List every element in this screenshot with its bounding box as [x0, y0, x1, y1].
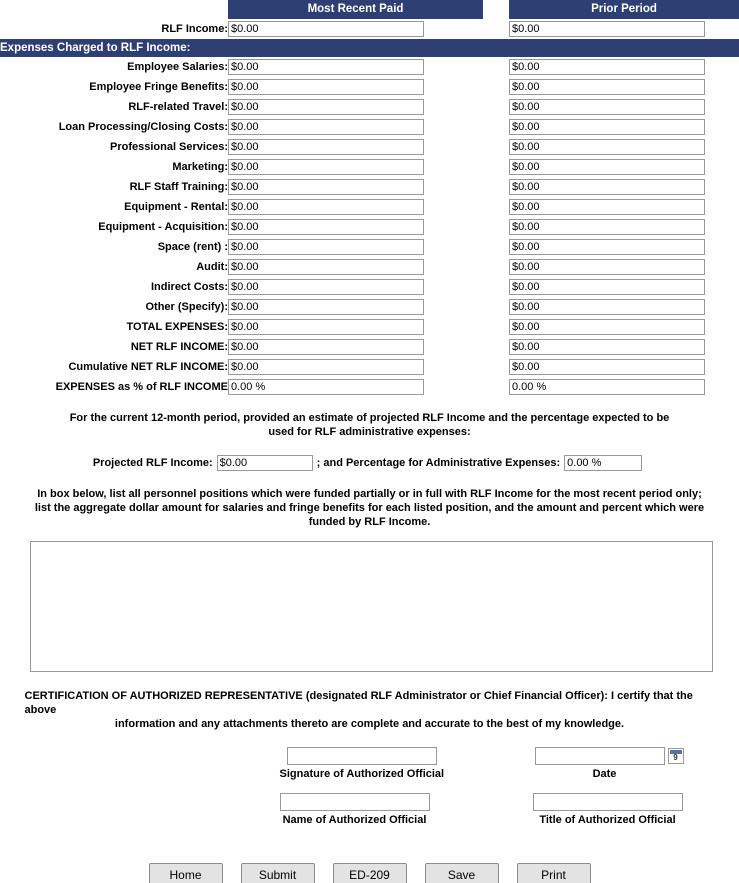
table-row	[0, 177, 739, 197]
input-rlf-income-most-recent[interactable]	[228, 21, 424, 37]
row-cell-a	[228, 77, 483, 97]
home-button[interactable]: Home	[149, 863, 223, 883]
table-row	[0, 57, 739, 77]
row-label: Equipment - Acquisition:	[98, 221, 228, 233]
row-gap	[483, 217, 509, 237]
submit-button[interactable]: Submit	[241, 863, 315, 883]
row-label: RLF-related Travel:	[128, 101, 228, 113]
title-field-block	[533, 793, 683, 827]
row-cell-b	[509, 177, 739, 197]
input-expense-a[interactable]	[228, 59, 424, 75]
caption-date: Date	[592, 768, 617, 780]
row-cell-b	[509, 317, 739, 337]
table-row	[0, 337, 739, 357]
input-expense-b[interactable]	[509, 119, 705, 135]
caption-signature: Signature of Authorized Official	[279, 768, 445, 780]
save-button[interactable]: Save	[425, 863, 499, 883]
row-cell-a	[228, 117, 483, 137]
input-expense-b[interactable]	[509, 219, 705, 235]
table-row	[0, 157, 739, 177]
input-expense-b[interactable]	[509, 199, 705, 215]
input-title-authorized-official[interactable]	[533, 793, 683, 811]
row-cell-b	[509, 377, 739, 397]
row-cell-b	[509, 277, 739, 297]
row-label: Employee Salaries:	[127, 61, 228, 73]
row-cell-b	[509, 257, 739, 277]
table-row	[0, 117, 739, 137]
input-expense-a[interactable]	[228, 179, 424, 195]
table-row	[0, 97, 739, 117]
row-cell-b	[509, 97, 739, 117]
input-projected-rlf-income[interactable]	[217, 455, 313, 471]
row-cell-b	[509, 357, 739, 377]
row-label: Indirect Costs:	[150, 281, 228, 293]
input-expense-a[interactable]	[228, 219, 424, 235]
label-projected-rlf-income: Projected RLF Income:	[92, 457, 213, 469]
row-label: Professional Services:	[109, 141, 228, 153]
cell-gap	[483, 19, 509, 39]
row-rlf-income	[0, 19, 739, 39]
row-cell-a	[228, 157, 483, 177]
row-gap	[483, 377, 509, 397]
column-header-prior-period: Prior Period	[509, 0, 739, 19]
input-rlf-income-prior[interactable]	[509, 21, 705, 37]
row-label: Space (rent) :	[157, 241, 228, 253]
input-expense-b[interactable]	[509, 79, 705, 95]
input-date[interactable]	[535, 747, 665, 765]
table-row	[0, 297, 739, 317]
input-expense-a[interactable]	[228, 239, 424, 255]
row-cell-a	[228, 217, 483, 237]
row-gap	[483, 317, 509, 337]
input-total-expenses-a[interactable]	[228, 319, 424, 335]
row-label: Audit:	[196, 261, 228, 273]
row-cell-a	[228, 57, 483, 77]
row-cell-a	[228, 237, 483, 257]
row-cell-b	[509, 137, 739, 157]
certification-line-2: information and any attachments thereto are complete and accurate to the best of my knowledge.	[114, 718, 625, 730]
table-row	[0, 277, 739, 297]
input-signature-authorized-official[interactable]	[287, 747, 437, 765]
row-section-bar	[0, 39, 739, 57]
row-label: Cumulative NET RLF INCOME:	[68, 361, 228, 373]
input-net-rlf-income-a[interactable]	[228, 339, 424, 355]
row-cell-b	[509, 337, 739, 357]
signature-field-block	[280, 747, 445, 781]
row-gap	[483, 97, 509, 117]
row-cell-a	[228, 197, 483, 217]
row-label: NET RLF INCOME:	[130, 341, 228, 353]
input-expense-b[interactable]	[509, 59, 705, 75]
column-header-row	[0, 0, 739, 19]
input-cumulative-net-b[interactable]	[509, 359, 705, 375]
table-row	[0, 377, 739, 397]
table-row	[0, 317, 739, 337]
row-cell-a	[228, 97, 483, 117]
name-field-block	[280, 793, 430, 827]
input-expense-a[interactable]	[228, 99, 424, 115]
input-expenses-pct-b[interactable]	[509, 379, 705, 395]
row-gap	[483, 77, 509, 97]
table-row	[0, 197, 739, 217]
date-input-with-picker	[535, 750, 684, 762]
row-cell-b	[509, 57, 739, 77]
label-admin-expense-percentage: ; and Percentage for Administrative Expenses:	[316, 457, 561, 469]
signature-area	[25, 741, 715, 853]
input-name-authorized-official[interactable]	[280, 793, 430, 811]
personnel-box-wrap	[0, 529, 739, 675]
input-expense-a[interactable]	[228, 159, 424, 175]
header-spacer	[0, 0, 228, 19]
row-cell-a	[228, 297, 483, 317]
input-expense-b[interactable]	[509, 179, 705, 195]
input-expense-a[interactable]	[228, 299, 424, 315]
table-row	[0, 217, 739, 237]
row-gap	[483, 57, 509, 77]
row-gap	[483, 137, 509, 157]
print-button[interactable]: Print	[517, 863, 591, 883]
row-gap	[483, 277, 509, 297]
input-expense-b[interactable]	[509, 299, 705, 315]
row-cell-a	[228, 317, 483, 337]
row-cell-b	[509, 117, 739, 137]
input-expense-a[interactable]	[228, 79, 424, 95]
input-expense-b[interactable]	[509, 159, 705, 175]
row-cell-b	[509, 157, 739, 177]
input-expense-b[interactable]	[509, 259, 705, 275]
row-gap	[483, 297, 509, 317]
row-label: RLF Staff Training:	[129, 181, 228, 193]
calendar-icon[interactable]	[668, 748, 684, 764]
row-label: Employee Fringe Benefits:	[89, 81, 228, 93]
ed209-button[interactable]: ED-209	[333, 863, 407, 883]
row-cell-a	[228, 357, 483, 377]
row-gap	[483, 337, 509, 357]
row-cell-a	[228, 277, 483, 297]
input-admin-expense-percentage[interactable]	[564, 455, 642, 471]
certification-line-1: CERTIFICATION OF AUTHORIZED REPRESENTATIVE (designated RLF Administrator or Chief Financial Officer): I certify that the above	[24, 690, 693, 716]
cell-rlf-income-a	[228, 19, 483, 39]
section-bar-expenses: Expenses Charged to RLF Income:	[0, 39, 739, 57]
row-label: EXPENSES as % of RLF INCOME	[55, 381, 228, 393]
projected-income-row	[0, 439, 739, 471]
row-cell-a	[228, 337, 483, 357]
row-cell-b	[509, 197, 739, 217]
financial-grid	[0, 0, 739, 397]
label-rlf-income: RLF Income:	[161, 23, 228, 35]
row-gap	[483, 117, 509, 137]
row-gap	[483, 157, 509, 177]
table-row	[0, 77, 739, 97]
caption-title: Title of Authorized Official	[539, 814, 676, 826]
personnel-positions-textarea[interactable]	[30, 541, 713, 672]
row-cell-b	[509, 237, 739, 257]
instructions-projected: For the current 12-month period, provided an estimate of projected RLF Income and the percentage expected to be used for RLF administrative expenses:	[69, 412, 670, 438]
table-row	[0, 257, 739, 277]
input-expense-a[interactable]	[228, 119, 424, 135]
input-expense-b[interactable]	[509, 99, 705, 115]
input-expense-b[interactable]	[509, 139, 705, 155]
row-gap	[483, 257, 509, 277]
row-label: Other (Specify):	[145, 301, 228, 313]
row-cell-a	[228, 137, 483, 157]
row-cell-a	[228, 257, 483, 277]
row-cell-b	[509, 297, 739, 317]
row-cell-a	[228, 177, 483, 197]
input-expense-a[interactable]	[228, 199, 424, 215]
table-row	[0, 357, 739, 377]
certification-text	[25, 689, 715, 853]
row-gap	[483, 237, 509, 257]
input-expense-b[interactable]	[509, 279, 705, 295]
row-cell-b	[509, 77, 739, 97]
row-gap	[483, 357, 509, 377]
row-label: Marketing:	[172, 161, 228, 173]
column-header-most-recent-paid: Most Recent Paid	[228, 0, 483, 19]
input-net-rlf-income-b[interactable]	[509, 339, 705, 355]
row-cell-b	[509, 217, 739, 237]
cell-rlf-income-b	[509, 19, 739, 39]
input-expense-a[interactable]	[228, 279, 424, 295]
header-gap	[483, 0, 509, 19]
date-field-block	[535, 747, 684, 781]
action-button-row	[0, 863, 739, 883]
input-cumulative-net-a[interactable]	[228, 359, 424, 375]
row-gap	[483, 197, 509, 217]
row-gap	[483, 177, 509, 197]
row-cell-a	[228, 377, 483, 397]
input-expense-a[interactable]	[228, 139, 424, 155]
caption-name: Name of Authorized Official	[282, 814, 427, 826]
input-total-expenses-b[interactable]	[509, 319, 705, 335]
row-label: Equipment - Rental:	[124, 201, 228, 213]
row-label: TOTAL EXPENSES:	[126, 321, 228, 333]
input-expenses-pct-a[interactable]	[228, 379, 424, 395]
row-label: Loan Processing/Closing Costs:	[58, 121, 228, 133]
table-row	[0, 137, 739, 157]
table-row	[0, 237, 739, 257]
instructions-personnel: In box below, list all personnel positions which were funded partially or in full with RLF Income for the most recent period only; list the aggregate dollar amount for salaries and fringe benefits for each listed position, and the amount and percent which were funded by RLF Income.	[34, 488, 705, 528]
input-expense-a[interactable]	[228, 259, 424, 275]
input-expense-b[interactable]	[509, 239, 705, 255]
